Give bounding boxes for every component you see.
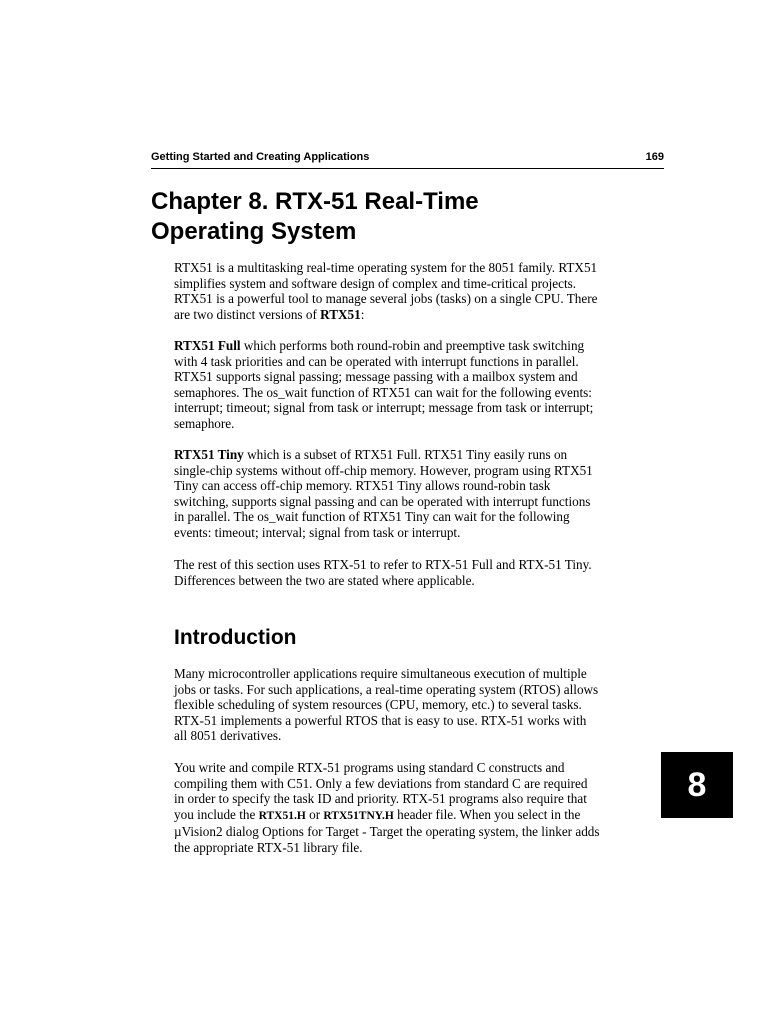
- running-header-title: Getting Started and Creating Applications: [151, 151, 370, 163]
- text-line: :: [360, 306, 365, 322]
- paragraph-rtx51-full: [174, 338, 644, 432]
- header-file-name: RTX51.H: [258, 809, 306, 822]
- header-file-name: RTX51TNY.H: [323, 809, 394, 822]
- text-line: Differences between the two are stated where applicable.: [174, 572, 475, 588]
- text-line: The rest of this section uses RTX-51 to refer to RTX-51 Full and RTX-51 Tiny.: [174, 557, 592, 572]
- text-line: which is a subset of RTX51 Full. RTX51 Tiny easily runs on: [243, 447, 568, 462]
- text-line: events: timeout; interval; signal from task or interrupt.: [174, 524, 461, 540]
- text-line: header file. When you select in the: [393, 806, 581, 822]
- text-line: RTX51 is a multitasking real-time operating system for the 8051 family. RTX51: [174, 260, 598, 275]
- page-number: 169: [645, 151, 664, 163]
- text-line: RTX-51 implements a powerful RTOS that is easy to use. RTX-51 works with: [174, 712, 587, 728]
- bold-term: RTX51 Tiny: [174, 447, 244, 462]
- paragraph-overview: [174, 260, 644, 322]
- text-line: interrupt; timeout; signal from task or interrupt; message from task or interrupt;: [174, 400, 594, 416]
- running-header: [151, 151, 664, 169]
- text-line: in parallel. The os_wait function of RTX51 Tiny can wait for the following: [174, 509, 570, 525]
- paragraph-introduction: [174, 666, 644, 744]
- text-line: RTX51 supports signal passing; message passing with a mailbox system and: [174, 369, 578, 385]
- text-line: semaphores. The os_wait function of RTX51 can wait for the following events:: [174, 384, 592, 400]
- text-line: in order to specify the task ID and priority. RTX-51 programs also require that: [174, 791, 587, 807]
- paragraph-programming: [174, 760, 644, 856]
- text-line: you include the: [174, 806, 259, 822]
- text-line: jobs or tasks. For such applications, a real-time operating system (RTOS) allows: [174, 681, 599, 697]
- text-line: semaphore.: [174, 415, 235, 431]
- bold-term: RTX51: [320, 306, 361, 322]
- text-line: RTX51 is a powerful tool to manage several jobs (tasks) on a single CPU. There: [174, 291, 598, 307]
- text-line: You write and compile RTX-51 programs using standard C constructs and: [174, 760, 565, 775]
- text-line: all 8051 derivatives.: [174, 728, 282, 744]
- text-line: the appropriate RTX-51 library file.: [174, 839, 363, 855]
- bold-term: RTX51 Full: [174, 338, 241, 353]
- chapter-title-line1: Chapter 8. RTX-51 Real-Time: [151, 188, 479, 215]
- text-line: µVision2 dialog Options for Target - Target the operating system, the linker adds: [174, 824, 600, 840]
- text-line: with 4 task priorities and can be operated with interrupt functions in parallel.: [174, 353, 579, 369]
- text-line: are two distinct versions of: [174, 306, 321, 322]
- text-line: switching, supports signal passing and can be operated with interrupt functions: [174, 493, 591, 509]
- text-line: Tiny can access off-chip memory. RTX51 Tiny allows round-robin task: [174, 478, 551, 494]
- text-line: flexible scheduling of system resources (CPU, memory, etc.) to several tasks.: [174, 697, 582, 713]
- text-line: single-chip systems without off-chip memory. However, program using RTX51: [174, 462, 593, 478]
- text-line: simplifies system and software design of complex and time-critical projects.: [174, 275, 577, 291]
- chapter-thumb-tab: 8: [661, 752, 733, 818]
- text-line: compiling them with C51. Only a few deviations from standard C are required: [174, 775, 588, 791]
- chapter-title: [151, 187, 671, 247]
- paragraph-naming-note: [174, 557, 644, 588]
- text-line: which performs both round-robin and preemptive task switching: [240, 338, 585, 353]
- text-line: Many microcontroller applications require simultaneous execution of multiple: [174, 666, 587, 681]
- chapter-title-line2: Operating System: [151, 218, 357, 245]
- paragraph-rtx51-tiny: [174, 447, 644, 541]
- section-heading-introduction: Introduction: [174, 626, 297, 649]
- text-line: or: [305, 806, 324, 822]
